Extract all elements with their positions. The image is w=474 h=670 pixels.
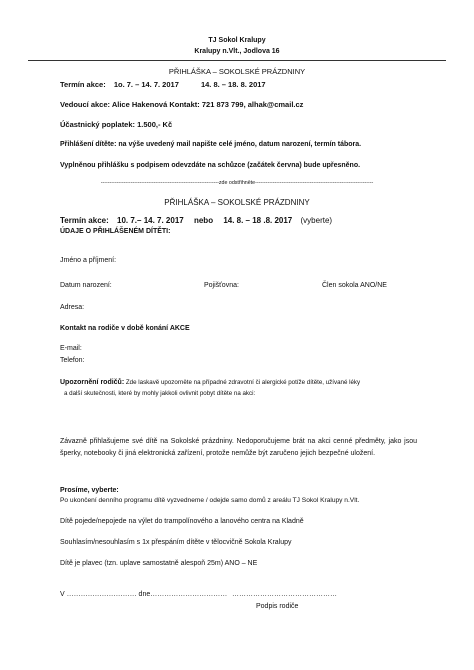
info-dates-1: 1o. 7. – 14. 7. 2017 [113, 80, 179, 89]
info-dates-label: Termín akce: [60, 80, 106, 89]
notice-label: Upozornění rodičů: [60, 379, 125, 386]
notice-text-2: a další skutečnosti, které by mohly jakkoli ovlivnit pobyt dítěte na akci: [64, 390, 256, 397]
header-rule [28, 60, 446, 61]
info-fee: Účastnický poplatek: 1.500,- Kč [60, 120, 173, 129]
form-dates [60, 217, 332, 225]
info-leader: Vedoucí akce: Alice Hakenová Kontakt: 721 873 799, alhak@cmail.cz [60, 100, 304, 109]
notice-line-1 [60, 379, 360, 386]
phone-field-label: Telefon: [60, 357, 85, 364]
org-name: TJ Sokol Kralupy [208, 37, 266, 44]
form-dates-2: 14. 8. – 18 .8. 2017 [223, 216, 293, 225]
commitment-paragraph: Závazně přihlašujeme své dítě na Sokolské prázdniny. Nedoporučujeme brát na akci cenné předměty, jako jsou šperky, notebooky či jiná elektronická zařízení, protože nemůže být zaručeno jejich bezpečné uložení. [60, 438, 417, 457]
place-date-line: V ………………………… dne…………………………… [60, 591, 228, 598]
form-title: PŘIHLÁŠKA – SOKOLSKÉ PRÁZDNINY [164, 198, 310, 207]
parent-contact-heading: Kontakt na rodiče v době konání AKCE [60, 325, 190, 332]
overnight-option: Souhlasím/nesouhlasím s 1x přespáním dítěte v tělocvičně Sokola Kralupy [60, 539, 292, 546]
swim-option: Dítě je plavec (tzn. uplave samostatně alespoň 25m) ANO – NE [60, 560, 258, 567]
info-signup: Přihlášení dítěte: na výše uvedený mail napište celé jméno, datum narození, termín tábora. [60, 141, 362, 148]
dob-field-label: Datum narození: [60, 282, 112, 289]
child-section-header: ÚDAJE O PŘIHLÁŠENÉM DÍTĚTI: [60, 228, 171, 235]
trip-option: Dítě pojede/nepojede na výlet do trampolínového a lanového centra na Kladně [60, 518, 304, 525]
info-dates [60, 81, 266, 89]
address-field-label: Adresa: [60, 304, 85, 311]
cut-line: -------------------------------------------------------------------zde odstřihněte------------------------------------------------------------------- [100, 180, 374, 186]
info-dates-2: 14. 8. – 18. 8. 2017 [200, 80, 266, 89]
email-field-label: E-mail: [60, 345, 82, 352]
signature-label: Podpis rodiče [256, 603, 299, 610]
form-choose: (vyberte) [300, 216, 333, 225]
info-submit: Vyplněnou přihlášku s podpisem odevzdáte na schůzce (začátek června) bude upřesněno. [60, 162, 361, 169]
please-choose-label: Prosíme, vyberte: [60, 487, 119, 494]
signature-line: ……………………………………… [232, 591, 337, 598]
org-address: Kralupy n.Vlt., Jodlova 16 [194, 48, 280, 55]
name-field-label: Jméno a příjmení: [60, 257, 117, 264]
insurance-field-label: Pojišťovna: [204, 282, 239, 289]
form-dates-label: Termín akce: [60, 216, 109, 225]
pickup-option: Po ukončení denního programu dítě vyzvedneme / odejde samo domů z areálu TJ Sokol Kralupy n.Vlt. [60, 497, 360, 504]
form-dates-or: nebo [193, 216, 214, 225]
form-dates-1: 10. 7.– 14. 7. 2017 [117, 216, 184, 225]
info-title: PŘIHLÁŠKA – SOKOLSKÉ PRÁZDNINY [168, 67, 306, 76]
notice-text-1: Zde laskavě upozorněte na případné zdravotní či alergické potíže dítěte, užívané léky [124, 379, 361, 386]
member-field-label: Člen sokola ANO/NE [322, 282, 387, 289]
